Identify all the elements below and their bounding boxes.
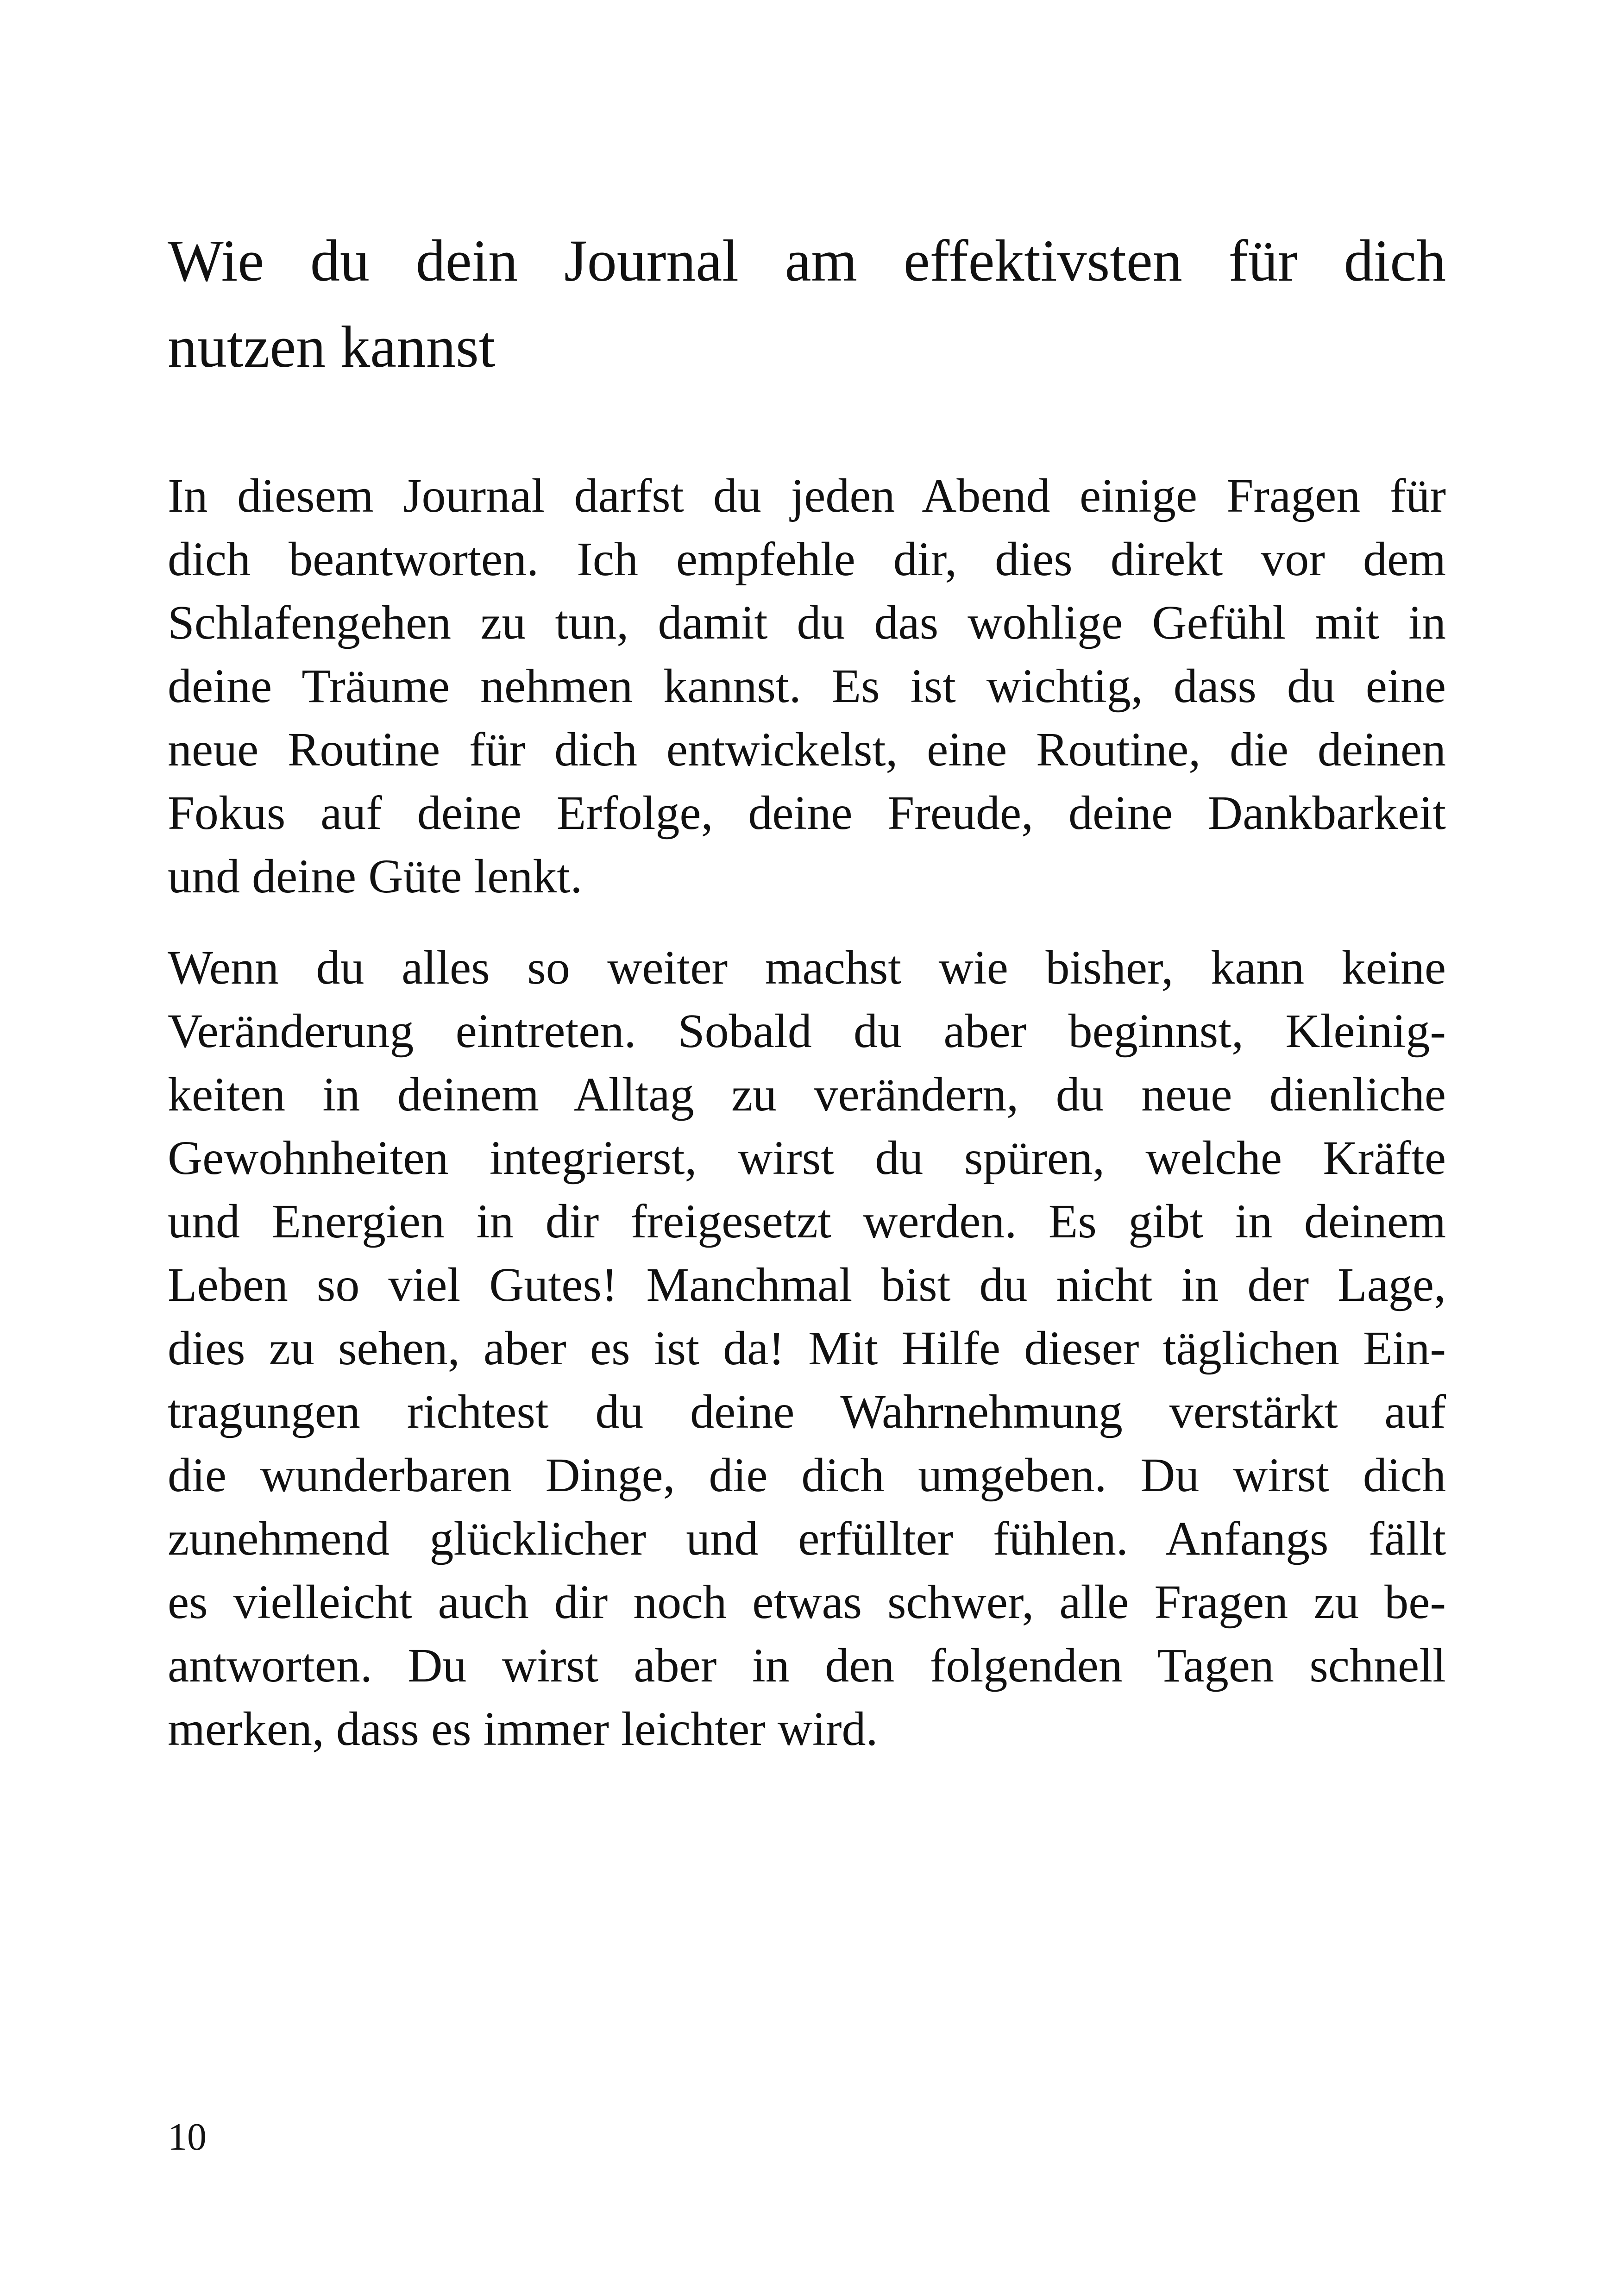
paragraph-line: Leben so viel Gutes! Manchmal bist du nicht in der Lage, bbox=[168, 1258, 1446, 1311]
paragraph-line: dich beantworten. Ich empfehle dir, dies direkt vor dem bbox=[168, 533, 1446, 586]
paragraph-line: Wenn du alles so weiter machst wie bisher, kann keine bbox=[168, 941, 1446, 994]
page-title bbox=[168, 218, 1446, 390]
title-line: nutzen kannst bbox=[168, 314, 496, 380]
paragraph-line: Fokus auf deine Erfolge, deine Freude, deine Dankbarkeit bbox=[168, 786, 1446, 840]
paragraph-line: zunehmend glücklicher und erfüllter fühlen. Anfangs fällt bbox=[168, 1512, 1446, 1565]
paragraph-line: deine Träume nehmen kannst. Es ist wichtig, dass du eine bbox=[168, 659, 1446, 713]
paragraph-line: die wunderbaren Dinge, die dich umgeben. Du wirst dich bbox=[168, 1449, 1446, 1502]
body-paragraph bbox=[168, 936, 1446, 1761]
page-number: 10 bbox=[168, 2115, 207, 2158]
paragraph-line: keiten in deinem Alltag zu verändern, du neue dienliche bbox=[168, 1068, 1446, 1121]
paragraph-line: tragungen richtest du deine Wahrnehmung verstärkt auf bbox=[168, 1385, 1446, 1438]
paragraph-line: und deine Güte lenkt. bbox=[168, 850, 583, 903]
body-paragraph bbox=[168, 464, 1446, 908]
paragraph-line: antworten. Du wirst aber in den folgenden Tagen schnell bbox=[168, 1639, 1446, 1692]
page-content bbox=[168, 218, 1446, 1761]
title-line: Wie du dein Journal am effektivsten für dich bbox=[168, 228, 1446, 294]
paragraph-line: Gewohnheiten integrierst, wirst du spüren, welche Kräfte bbox=[168, 1131, 1446, 1185]
paragraph-line: merken, dass es immer leichter wird. bbox=[168, 1702, 878, 1756]
paragraph-line: es vielleicht auch dir noch etwas schwer, alle Fragen zu be- bbox=[168, 1575, 1446, 1629]
paragraph-line: Veränderung eintreten. Sobald du aber beginnst, Kleinig- bbox=[168, 1004, 1446, 1058]
paragraph-line: Schlafengehen zu tun, damit du das wohlige Gefühl mit in bbox=[168, 596, 1446, 649]
paragraph-line: und Energien in dir freigesetzt werden. Es gibt in deinem bbox=[168, 1195, 1446, 1248]
paragraph-line: neue Routine für dich entwickelst, eine Routine, die deinen bbox=[168, 723, 1446, 776]
paragraph-line: In diesem Journal darfst du jeden Abend einige Fragen für bbox=[168, 469, 1446, 522]
paragraph-line: dies zu sehen, aber es ist da! Mit Hilfe dieser täglichen Ein- bbox=[168, 1322, 1446, 1375]
